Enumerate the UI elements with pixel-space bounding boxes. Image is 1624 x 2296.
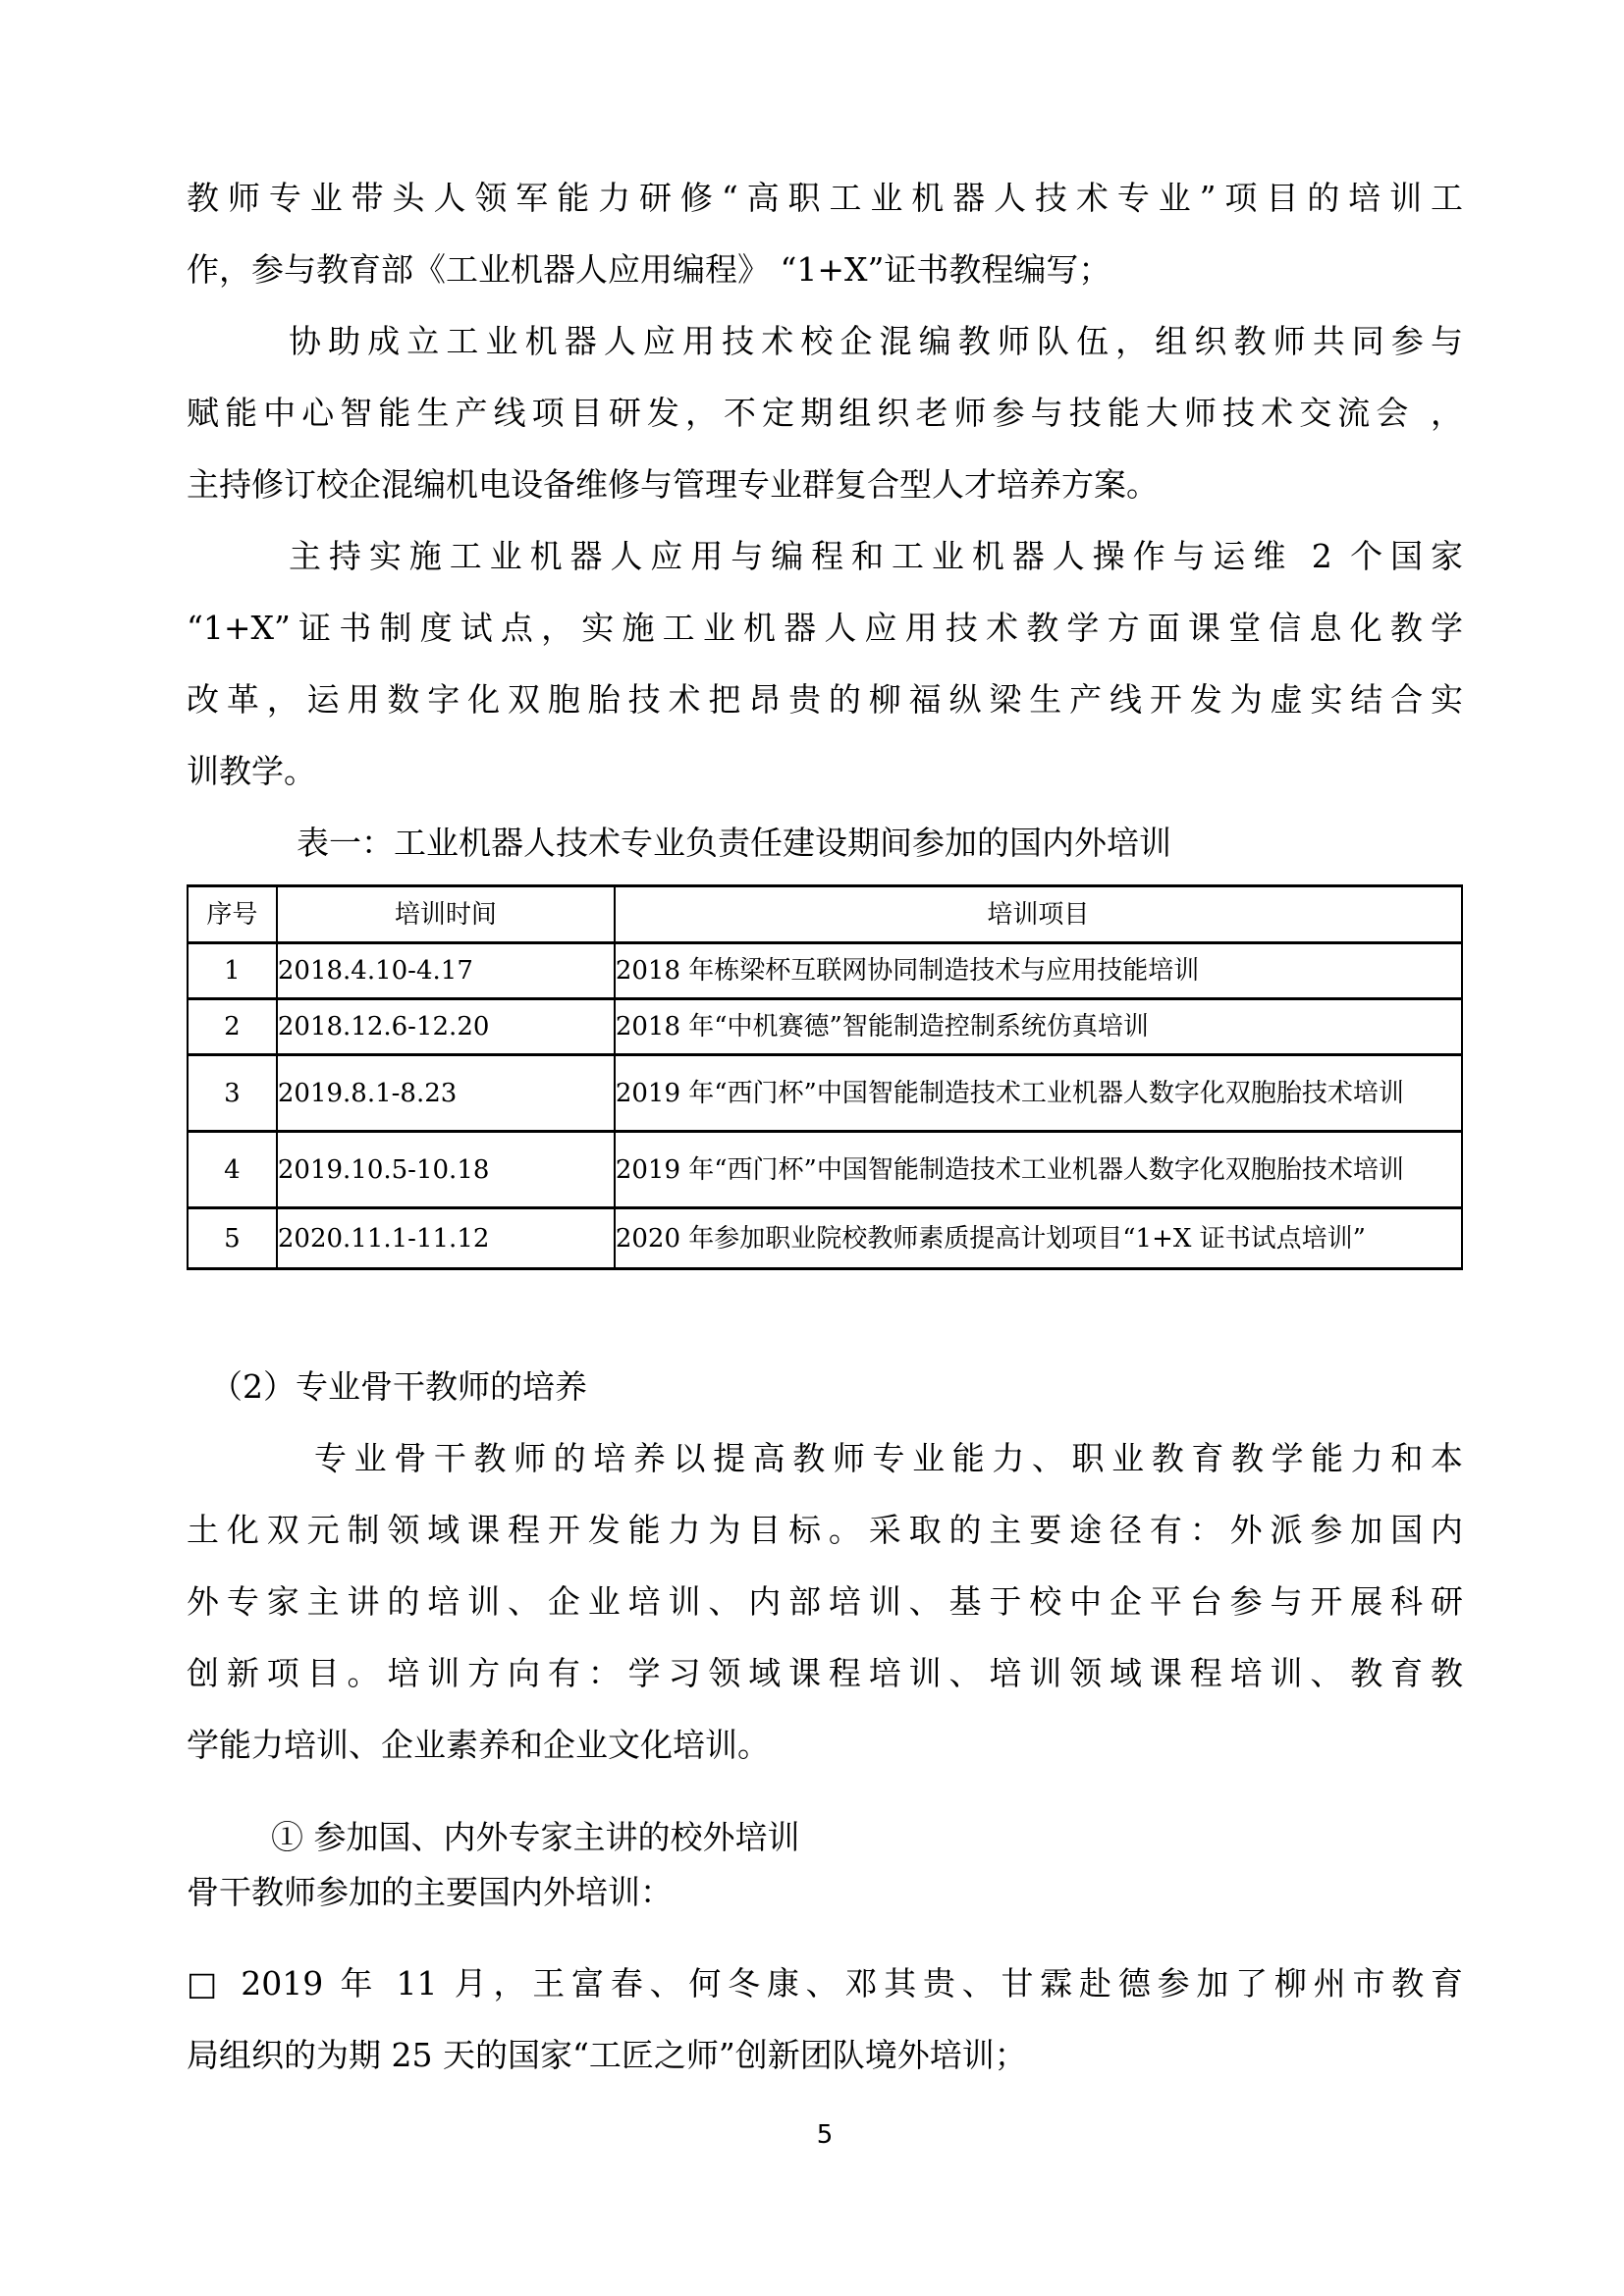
- body-line: 专业骨干教师的培养以提高教师专业能力、职业教育教学能力和本: [314, 1439, 1463, 1477]
- body-line: 主持修订校企混编机电设备维修与管理专业群复合型人才培养方案。: [187, 465, 1159, 504]
- table-row: [188, 1132, 1462, 1208]
- cell-project: 2019 年“西门杯”中国智能制造技术工业机器人数字化双胞胎技术培训: [615, 1132, 1462, 1208]
- cell-time: 2020.11.1-11.12: [277, 1208, 615, 1269]
- list-intro-line: 骨干教师参加的主要国内外培训：: [187, 1873, 673, 1911]
- cell-index: 2: [188, 999, 277, 1055]
- cell-time: 2018.4.10-4.17: [277, 943, 615, 999]
- page-content: [187, 162, 1463, 2091]
- col-header-time: 培训时间: [277, 886, 615, 943]
- table-caption: 表一：工业机器人技术专业负责任建设期间参加的国内外培训: [297, 824, 1171, 862]
- cell-project: 2019 年“西门杯”中国智能制造技术工业机器人数字化双胞胎技术培训: [615, 1055, 1462, 1132]
- paragraph-1: [187, 162, 1463, 305]
- body-line: □ 2019 年 11 月，王富春、何冬康、邓其贵、甘霖赴德参加了柳州市教育: [187, 1964, 1463, 2002]
- section-heading: （2）专业骨干教师的培养: [210, 1367, 587, 1406]
- paragraph-3: [187, 520, 1463, 807]
- body-line: 主持实施工业机器人应用与编程和工业机器人操作与运维 2 个国家: [289, 537, 1463, 575]
- cell-time: 2019.10.5-10.18: [277, 1132, 615, 1208]
- body-line: 改革，运用数字化双胞胎技术把昂贵的柳福纵梁生产线开发为虚实结合实: [187, 680, 1463, 719]
- bullet-paragraph: [187, 1948, 1463, 2091]
- page-number: 5: [816, 2120, 834, 2150]
- body-line: 局组织的为期 25 天的国家“工匠之师”创新团队境外培训；: [187, 2036, 1027, 2074]
- cell-index: 5: [188, 1208, 277, 1269]
- body-line: 赋能中心智能生产线项目研发，不定期组织老师参与技能大师技术交流会 ，: [187, 394, 1463, 432]
- body-line: 协助成立工业机器人应用技术校企混编教师队伍，组织教师共同参与: [289, 322, 1463, 360]
- paragraph-2: [187, 305, 1463, 520]
- cell-project: 2020 年参加职业院校教师素质提高计划项目“1+X 证书试点培训”: [615, 1208, 1462, 1269]
- cell-index: 4: [188, 1132, 277, 1208]
- table-row: [188, 1055, 1462, 1132]
- table-header-row: [188, 886, 1462, 943]
- body-line: “1+X”证书制度试点，实施工业机器人应用技术教学方面课堂信息化教学: [187, 609, 1463, 647]
- table-row: [188, 999, 1462, 1055]
- body-line: 外专家主讲的培训、企业培训、内部培训、基于校中企平台参与开展科研: [187, 1582, 1463, 1621]
- table-row: [188, 943, 1462, 999]
- col-header-index: 序号: [188, 886, 277, 943]
- cell-project: 2018 年“中机赛德”智能制造控制系统仿真培训: [615, 999, 1462, 1055]
- body-line: 创新项目。培训方向有：学习领域课程培训、培训领域课程培训、教育教: [187, 1654, 1463, 1692]
- cell-index: 1: [188, 943, 277, 999]
- body-line: 土化双元制领域课程开发能力为目标。采取的主要途径有：外派参加国内: [187, 1511, 1463, 1549]
- training-table: [187, 884, 1463, 1270]
- cell-time: 2018.12.6-12.20: [277, 999, 615, 1055]
- cell-project: 2018 年栋梁杯互联网协同制造技术与应用技能培训: [615, 943, 1462, 999]
- cell-index: 3: [188, 1055, 277, 1132]
- body-line: 训教学。: [187, 752, 316, 790]
- list-item-heading: ① 参加国、内外专家主讲的校外培训: [271, 1818, 800, 1856]
- body-line: 学能力培训、企业素养和企业文化培训。: [187, 1726, 770, 1764]
- paragraph-4: [187, 1422, 1463, 1781]
- col-header-project: 培训项目: [615, 886, 1462, 943]
- body-line: 作，参与教育部《工业机器人应用编程》 “1+X”证书教程编写；: [187, 250, 1111, 289]
- cell-time: 2019.8.1-8.23: [277, 1055, 615, 1132]
- body-line: 教师专业带头人领军能力研修“高职工业机器人技术专业”项目的培训工: [187, 179, 1463, 217]
- table-row: [188, 1208, 1462, 1269]
